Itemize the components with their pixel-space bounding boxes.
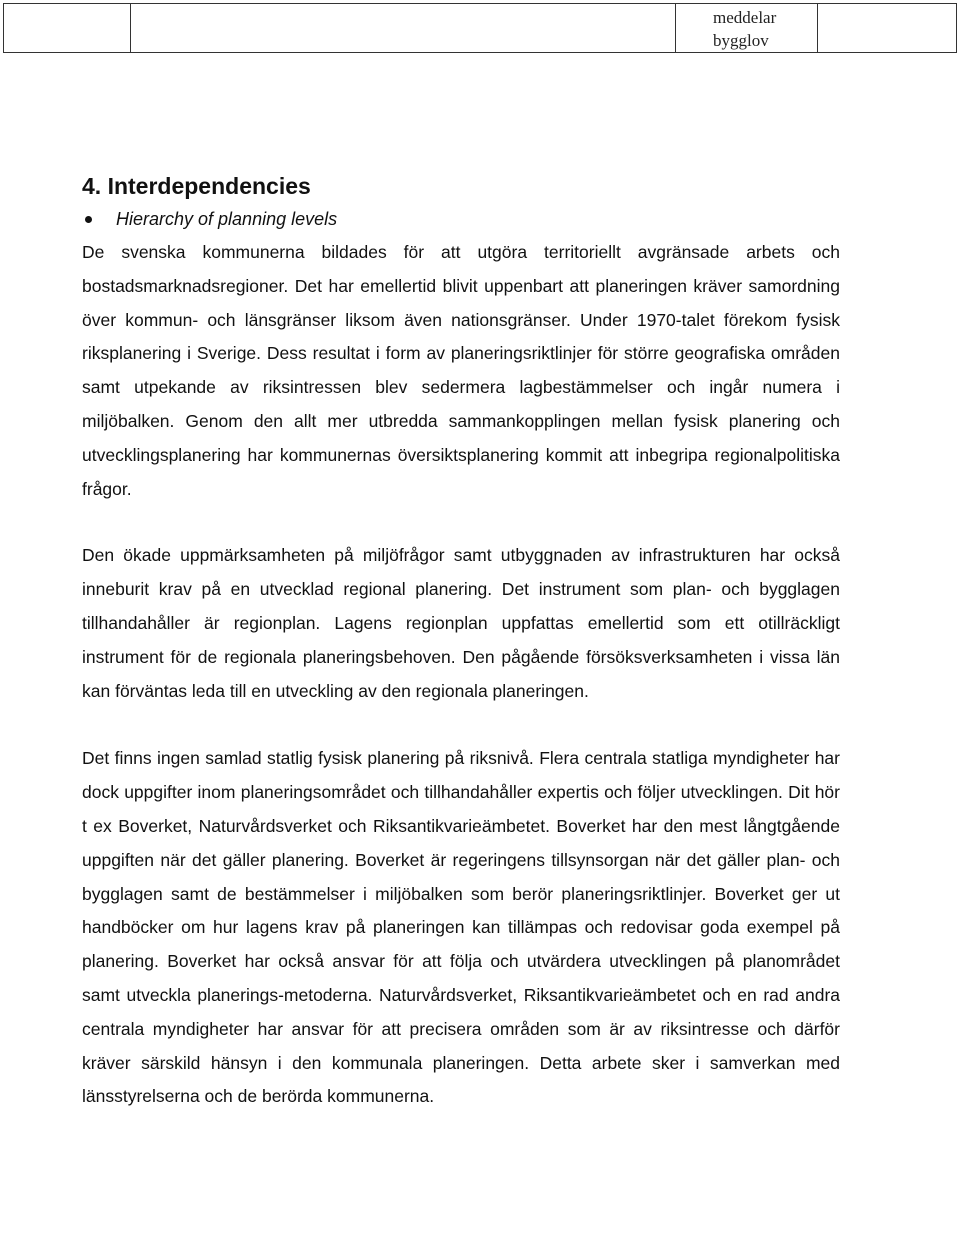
paragraph-1: De svenska kommunerna bildades för att utgöra territoriellt avgränsade arbets och bostadsmarknadsregioner. Det har emellertid blivit uppenbart att planeringen kräver samordning över kommun- och länsgränser liksom även nationsgränser. Under 1970-talet förekom fysisk riksplanering i Sverige. Dess resultat i form av planeringsriktlinjer för större geografiska områden samt utpekande av riksintressen blev sedermera lagbestämmelser och ingår numera i miljöbalken. Genom den allt mer utbredda sammankopplingen mellan fysisk planering och utvecklingsplanering har kommunernas översiktsplanering kommit att inbegripa regionalpolitiska frågor.: [82, 242, 840, 499]
header-cell-2: [131, 4, 676, 53]
header-label-cell: [676, 4, 818, 53]
bullet-item: [82, 202, 840, 236]
document-body: [82, 170, 840, 1114]
section-heading: 4. Interdependencies: [82, 173, 311, 199]
paragraph-3: Det finns ingen samlad statlig fysisk planering på riksnivå. Flera centrala statliga myndigheter har dock uppgifter inom planeringsområdet och tillhandahåller expertis och följer utvecklingen. Dit hör t ex Boverket, Naturvårdsverket och Riksantikvarieämbetet. Boverket har den mest långtgående uppgiften när det gäller planering. Boverket är regeringens tillsynsorgan när det gäller plan- och bygglagen samt de bestämmelser i miljöbalken som berör planeringsriktlinjer. Boverket ger ut handböcker om hur lagens krav på planeringen kan tillämpas och redovisar goda exempel på planering. Boverket har också ansvar för att följa och utvärdera utvecklingen på planområdet samt utveckla planerings-metoderna. Naturvårdsverket, Riksantikvarieämbetet och en rad andra centrala myndigheter har ansvar för att precisera områden som är av riksintresse och därför kräver särskild hänsyn i den kommunala planeringen. Detta arbete sker i samverkan med länsstyrelserna och de berörda kommunerna.: [82, 748, 840, 1107]
bullet-dot-icon: [85, 216, 92, 223]
header-cell-1: [4, 4, 131, 53]
header-cell-4: [818, 4, 957, 53]
header-table: [3, 3, 957, 53]
paragraph-2: Den ökade uppmärksamheten på miljöfrågor samt utbyggnaden av infrastrukturen har också inneburit krav på en utvecklad regional planering. Det instrument som plan- och bygglagen tillhandahåller är regionplan. Lagens regionplan uppfattas emellertid som ett otillräckligt instrument för de regionala planeringsbehoven. Den pågående försöksverksamheten i vissa län kan förväntas leda till en utveckling av den regionala planeringen.: [82, 545, 840, 701]
header-label: meddelar bygglov: [713, 8, 777, 50]
bullet-text: Hierarchy of planning levels: [116, 208, 338, 229]
